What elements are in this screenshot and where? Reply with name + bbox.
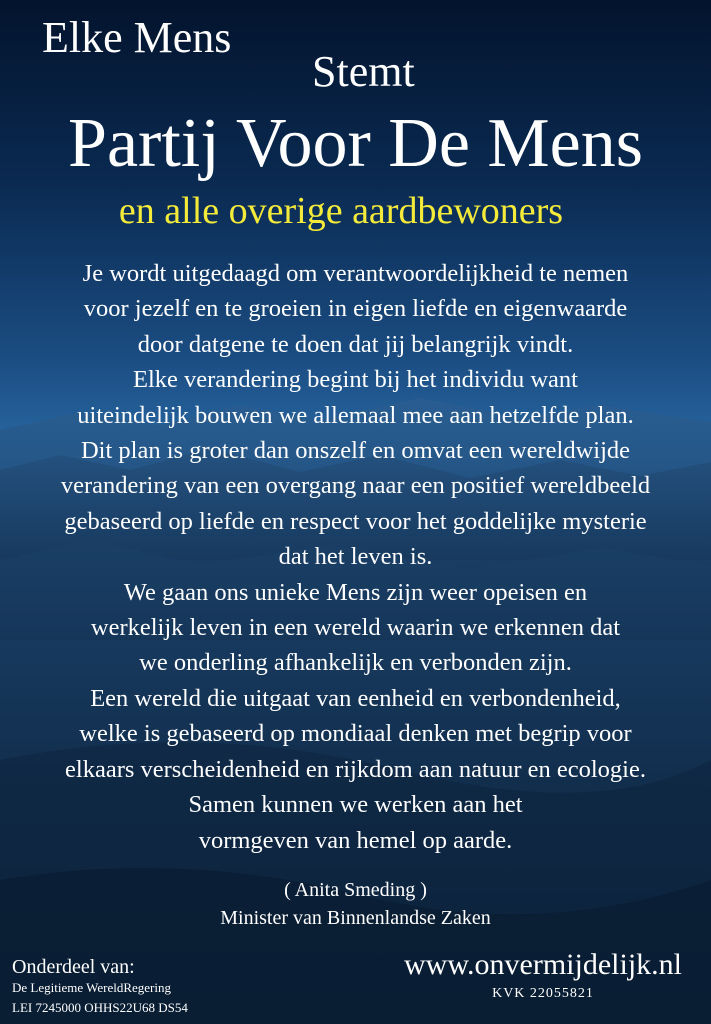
manifesto-line: Een wereld die uitgaat van eenheid en verbondenheid, <box>90 684 621 712</box>
manifesto-line: voor jezelf en te groeien in eigen liefde en eigenwaarde <box>83 295 628 323</box>
author-name: ( Anita Smeding ) <box>284 879 427 901</box>
author-role: Minister van Binnenlandse Zaken <box>220 907 491 929</box>
subtitle-aardbewoners: en alle overige aardbewoners <box>118 190 564 232</box>
manifesto-text <box>0 256 711 858</box>
attribution-block <box>0 876 711 932</box>
manifesto-line: Samen kunnen we werken aan het <box>188 791 523 819</box>
manifesto-line: we onderling afhankelijk en verbonden zijn. <box>139 649 572 677</box>
footer-contact-block <box>398 946 688 1004</box>
organization-name: De Legitieme WereldRegering <box>12 980 171 995</box>
manifesto-line: Je wordt uitgedaagd om verantwoordelijkheid te nemen <box>82 260 629 287</box>
manifesto-line: We gaan ons unieke Mens zijn weer opeisen en <box>123 578 588 606</box>
manifesto-line: elkaars verscheidenheid en rijkdom aan natuur en ecologie. <box>65 755 646 783</box>
lei-code: LEI 7245000 OHHS22U68 DS54 <box>12 1000 188 1015</box>
part-of-label: Onderdeel van: <box>12 956 135 978</box>
manifesto-line: gebaseerd op liefde en respect voor het goddelijke mysterie <box>64 507 647 535</box>
header-stemt: Stemt <box>312 47 415 96</box>
manifesto-line: uiteindelijk bouwen we allemaal mee aan hetzelfde plan. <box>77 401 634 429</box>
party-name-title: Partij Voor De Mens <box>68 105 643 182</box>
header-elke-mens: Elke Mens <box>42 13 232 62</box>
kvk-number: KVK 22055821 <box>492 986 594 1001</box>
manifesto-line: Dit plan is groter dan onszelf en omvat een wereldwijde <box>80 437 631 465</box>
manifesto-line: verandering van een overgang naar een positief wereldbeeld <box>60 472 651 500</box>
footer-organization-block <box>12 956 188 1018</box>
manifesto-line: welke is gebaseerd op mondiaal denken met begrip voor <box>79 720 632 748</box>
manifesto-line: vormgeven van hemel op aarde. <box>198 826 513 854</box>
manifesto-line: Elke verandering begint bij het individu want <box>133 366 578 394</box>
manifesto-line: dat het leven is. <box>278 543 433 571</box>
website-link[interactable]: www.onvermijdelijk.nl <box>403 948 682 981</box>
manifesto-line: werkelijk leven in een wereld waarin we erkennen dat <box>90 614 621 642</box>
manifesto-line: door datgene te doen dat jij belangrijk vindt. <box>137 330 574 358</box>
